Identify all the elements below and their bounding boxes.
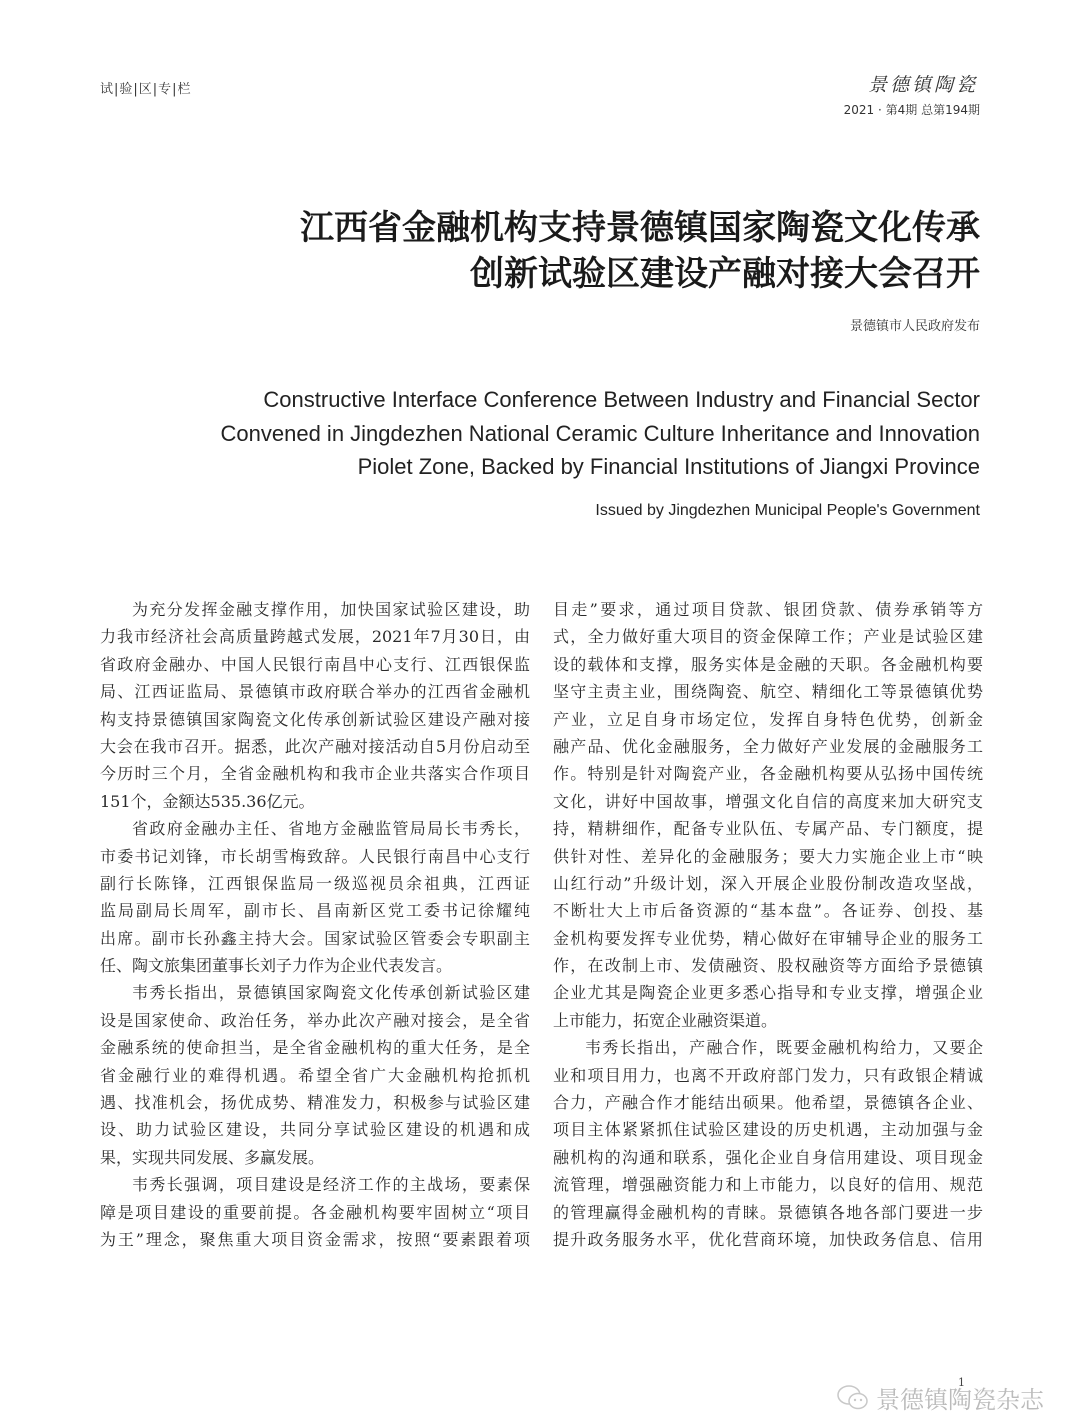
text-line: 力我市经济社会高质量跨越式发展，2021年7月30日，由 xyxy=(100,627,530,647)
text-line: 不断壮大上市后备资源的“基本盘”。各证券、创投、基 xyxy=(553,901,983,921)
text-line: 流管理，增强融资能力和上市能力，以良好的信用、规范 xyxy=(553,1175,983,1195)
text-line: 出席。副市长孙鑫主持大会。国家试验区管委会专职副主 xyxy=(100,928,530,948)
english-publisher: Issued by Jingdezhen Municipal People's Government xyxy=(595,502,980,519)
text-line: 融产品、优化金融服务，全力做好产业发展的金融服务工 xyxy=(553,736,983,756)
text-line: 151个，金额达535.36亿元。 xyxy=(100,791,315,811)
text-line: 遇、找准机会，扬优成势、精准发力，积极参与试验区建 xyxy=(100,1093,530,1113)
section-tag: 试|验|区|专|栏 xyxy=(100,82,192,97)
text-line: 省政府金融办、中国人民银行南昌中心支行、江西银保监 xyxy=(100,654,530,674)
text-line: 设的载体和支撑，服务实体是金融的天职。各金融机构要 xyxy=(553,654,983,674)
text-line: 供针对性、差异化的金融服务；要大力实施企业上市“映 xyxy=(553,846,983,866)
text-line: 金融系统的使命担当，是全省金融机构的重大任务，是全 xyxy=(100,1038,530,1058)
text-line: 式，全力做好重大项目的资金保障工作；产业是试验区建 xyxy=(553,627,983,647)
title-line: 创新试验区建设产融对接大会召开 xyxy=(470,254,980,294)
text-line: 项目主体紧紧抓住试验区建设的历史机遇，主动加强与金 xyxy=(553,1120,983,1140)
text-line: 文化，讲好中国故事，增强文化自信的高度来加大研究支 xyxy=(553,791,983,811)
wechat-icon xyxy=(836,1384,870,1412)
text-line: 果，实现共同发展、多赢发展。 xyxy=(100,1147,325,1167)
page-number: 1 xyxy=(958,1376,965,1389)
body-column-left xyxy=(100,596,530,1253)
english-title xyxy=(221,383,980,484)
text-line: 作。特别是针对陶瓷产业，各金融机构要从弘扬中国传统 xyxy=(553,764,983,784)
text-line: 金机构要发挥专业优势，精心做好在审辅导企业的服务工 xyxy=(553,928,983,948)
paragraph xyxy=(100,815,530,979)
text-line: 韦秀长指出，产融合作，既要金融机构给力，又要企 xyxy=(585,1038,983,1058)
text-line: 企业尤其是陶瓷企业更多悉心指导和专业支撑，增强企业 xyxy=(553,983,983,1003)
text-line: 监局副局长周军，副市长、昌南新区党工委书记徐耀纯 xyxy=(100,901,530,921)
title-line: 江西省金融机构支持景德镇国家陶瓷文化传承 xyxy=(300,208,980,248)
paragraph xyxy=(553,1034,983,1253)
paragraph xyxy=(100,979,530,1171)
text-line: 副行长陈锋，江西银保监局一级巡视员余祖典，江西证 xyxy=(100,873,530,893)
text-line: 持，精耕细作，配备专业队伍、专属产品、专门额度，提 xyxy=(553,819,983,839)
text-line: 上市能力，拓宽企业融资渠道。 xyxy=(553,1010,778,1030)
text-line: 融机构的沟通和联系，强化企业自身信用建设、项目现金 xyxy=(553,1147,983,1167)
text-line: 大会在我市召开。据悉，此次产融对接活动自5月份启动至 xyxy=(100,736,530,756)
text-line: 省政府金融办主任、省地方金融监管局局长韦秀长， xyxy=(132,819,530,839)
paragraph xyxy=(553,596,983,1034)
issue-number: 2021 · 第4期 总第194期 xyxy=(843,103,980,117)
en-title-line: Convened in Jingdezhen National Ceramic Culture Inheritance and Innovation xyxy=(220,420,980,446)
text-line: 韦秀长强调，项目建设是经济工作的主战场，要素保 xyxy=(132,1175,530,1195)
en-title-line: Constructive Interface Conference Between Industry and Financial Sector xyxy=(263,387,980,412)
text-line: 坚守主责主业，围绕陶瓷、航空、精细化工等景德镇优势 xyxy=(553,682,983,702)
text-line: 设是国家使命、政治任务，举办此次产融对接会，是全省 xyxy=(100,1010,530,1030)
publisher: 景德镇市人民政府发布 xyxy=(849,319,980,334)
text-line: 提升政务服务水平，优化营商环境，加快政务信息、信用 xyxy=(553,1229,983,1249)
watermark-text: 景德镇陶瓷杂志 xyxy=(876,1386,1044,1414)
journal-logo: 景德镇陶瓷 xyxy=(867,74,978,96)
text-line: 韦秀长指出，景德镇国家陶瓷文化传承创新试验区建 xyxy=(132,983,530,1003)
text-line: 任、陶文旅集团董事长刘子力作为企业代表发言。 xyxy=(100,956,453,976)
text-line: 设、助力试验区建设，共同分享试验区建设的机遇和成 xyxy=(100,1120,530,1140)
article-title xyxy=(300,205,980,297)
text-line: 合力，产融合作才能结出硕果。他希望，景德镇各企业、 xyxy=(553,1093,983,1113)
text-line: 目走”要求，通过项目贷款、银团贷款、债券承销等方 xyxy=(553,600,983,619)
text-line: 省金融行业的难得机遇。希望全省广大金融机构抢抓机 xyxy=(100,1065,530,1085)
paragraph xyxy=(100,1171,530,1253)
text-line: 产业，立足自身市场定位，发挥自身特色优势，创新金 xyxy=(553,709,983,729)
watermark xyxy=(836,1380,1044,1415)
text-line: 障是项目建设的重要前提。各金融机构要牢固树立“项目 xyxy=(100,1202,530,1222)
text-line: 业和项目用力，也离不开政府部门发力，只有政银企精诚 xyxy=(553,1065,983,1085)
paragraph xyxy=(100,596,530,815)
text-line: 为王”理念，聚焦重大项目资金需求，按照“要素跟着项 xyxy=(100,1229,530,1249)
body-column-right xyxy=(553,596,983,1253)
text-line: 市委书记刘锋，市长胡雪梅致辞。人民银行南昌中心支行 xyxy=(100,846,530,866)
text-line: 作，在改制上市、发债融资、股权融资等方面给予景德镇 xyxy=(553,956,983,976)
text-line: 局、江西证监局、景德镇市政府联合举办的江西省金融机 xyxy=(100,682,530,702)
text-line: 为充分发挥金融支撑作用，加快国家试验区建设，助 xyxy=(132,600,530,619)
text-line: 构支持景德镇国家陶瓷文化传承创新试验区建设产融对接 xyxy=(100,709,530,729)
text-line: 山红行动”升级计划，深入开展企业股份制改造攻坚战， xyxy=(553,873,983,893)
text-line: 今历时三个月，全省金融机构和我市企业共落实合作项目 xyxy=(100,764,530,784)
text-line: 的管理赢得金融机构的青睐。景德镇各地各部门要进一步 xyxy=(553,1202,983,1222)
en-title-line: Piolet Zone, Backed by Financial Institutions of Jiangxi Province xyxy=(357,454,980,479)
